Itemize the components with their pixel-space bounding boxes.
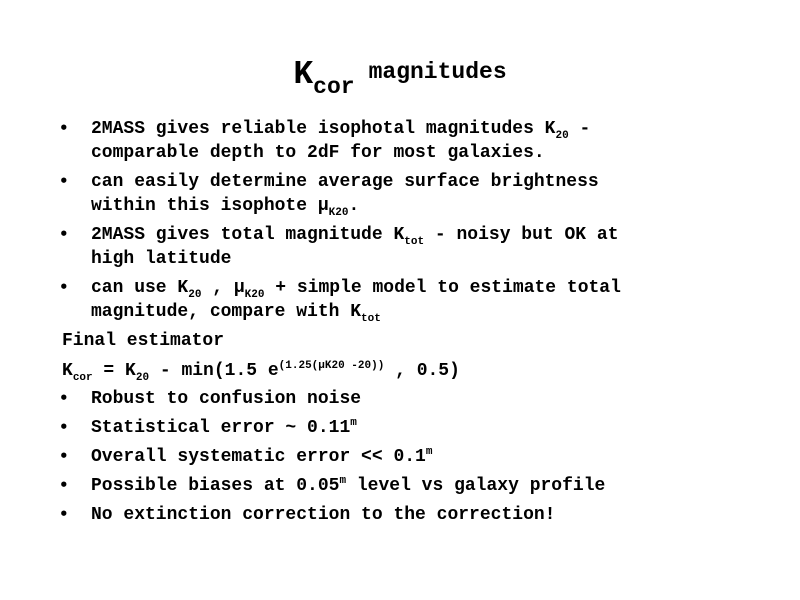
- bullet-dot: •: [59, 476, 69, 494]
- title-word: magnitudes: [368, 59, 507, 85]
- superscript: m: [425, 446, 433, 458]
- bullet-surface-brightness: can easily determine average surface brightness: [91, 172, 599, 192]
- text-span: within this isophote μ: [91, 196, 329, 216]
- bullet-dot: •: [59, 447, 69, 465]
- final-estimator-formula: [62, 360, 460, 384]
- text-span: , 0.5): [384, 361, 460, 381]
- superscript: m: [350, 417, 357, 429]
- text-span: , μ: [201, 278, 245, 298]
- bullet-dot: •: [59, 172, 69, 190]
- bullet-dot: •: [59, 418, 69, 436]
- bullet-total-magnitude-cont: high latitude: [91, 249, 232, 269]
- subscript: K20: [244, 289, 265, 301]
- text-span: Overall systematic error << 0.1: [91, 447, 426, 467]
- bullet-no-extinction: No extinction correction to the correction!: [91, 505, 556, 525]
- text-span: 2MASS gives total magnitude K: [91, 225, 405, 245]
- bullet-robust: Robust to confusion noise: [91, 389, 362, 409]
- text-span: = K: [92, 361, 136, 381]
- text-span: Statistical error ~ 0.11: [91, 418, 351, 438]
- slide-title: [0, 56, 800, 100]
- superscript: m: [339, 475, 347, 487]
- title-k: K: [293, 56, 314, 93]
- subscript: tot: [361, 313, 381, 325]
- bullet-dot: •: [59, 278, 69, 296]
- subscript: K20: [328, 207, 349, 219]
- title-subscript: cor: [313, 74, 355, 100]
- text-span: K: [62, 361, 73, 381]
- bullet-simple-model: [91, 278, 621, 301]
- bullet-total-magnitude: [91, 225, 619, 248]
- bullet-simple-model-cont: [91, 302, 381, 325]
- bullet-surface-brightness-cont: [91, 196, 360, 219]
- text-span: - min(1.5 e: [149, 361, 279, 381]
- subscript: 20: [188, 289, 202, 301]
- final-estimator-label: Final estimator: [62, 331, 225, 351]
- text-span: magnitude, compare with K: [91, 302, 362, 322]
- subscript: tot: [404, 236, 425, 248]
- bullet-dot: •: [59, 389, 69, 407]
- text-span: Possible biases at 0.05: [91, 476, 340, 496]
- bullet-dot: •: [59, 505, 69, 523]
- text-span: .: [348, 196, 360, 216]
- text-span: - noisy but OK at: [424, 225, 619, 245]
- bullet-2mass-isophotal: [91, 119, 591, 142]
- bullet-statistical-error: [91, 418, 357, 438]
- subscript: cor: [72, 372, 93, 384]
- bullet-possible-biases: [91, 476, 605, 496]
- bullet-dot: •: [59, 119, 69, 137]
- text-span: 2MASS gives reliable isophotal magnitudes K: [91, 119, 556, 139]
- exponent: (1.25(μK20 -20)): [278, 360, 385, 372]
- subscript: 20: [135, 372, 150, 384]
- text-span: can use K: [91, 278, 189, 298]
- text-span: level vs galaxy profile: [346, 476, 606, 496]
- text-span: -: [568, 119, 591, 139]
- bullet-2mass-isophotal-cont: comparable depth to 2dF for most galaxies.: [91, 143, 545, 163]
- text-span: + simple model to estimate total: [264, 278, 621, 298]
- subscript: 20: [555, 130, 569, 142]
- bullet-dot: •: [59, 225, 69, 243]
- bullet-systematic-error: [91, 447, 432, 467]
